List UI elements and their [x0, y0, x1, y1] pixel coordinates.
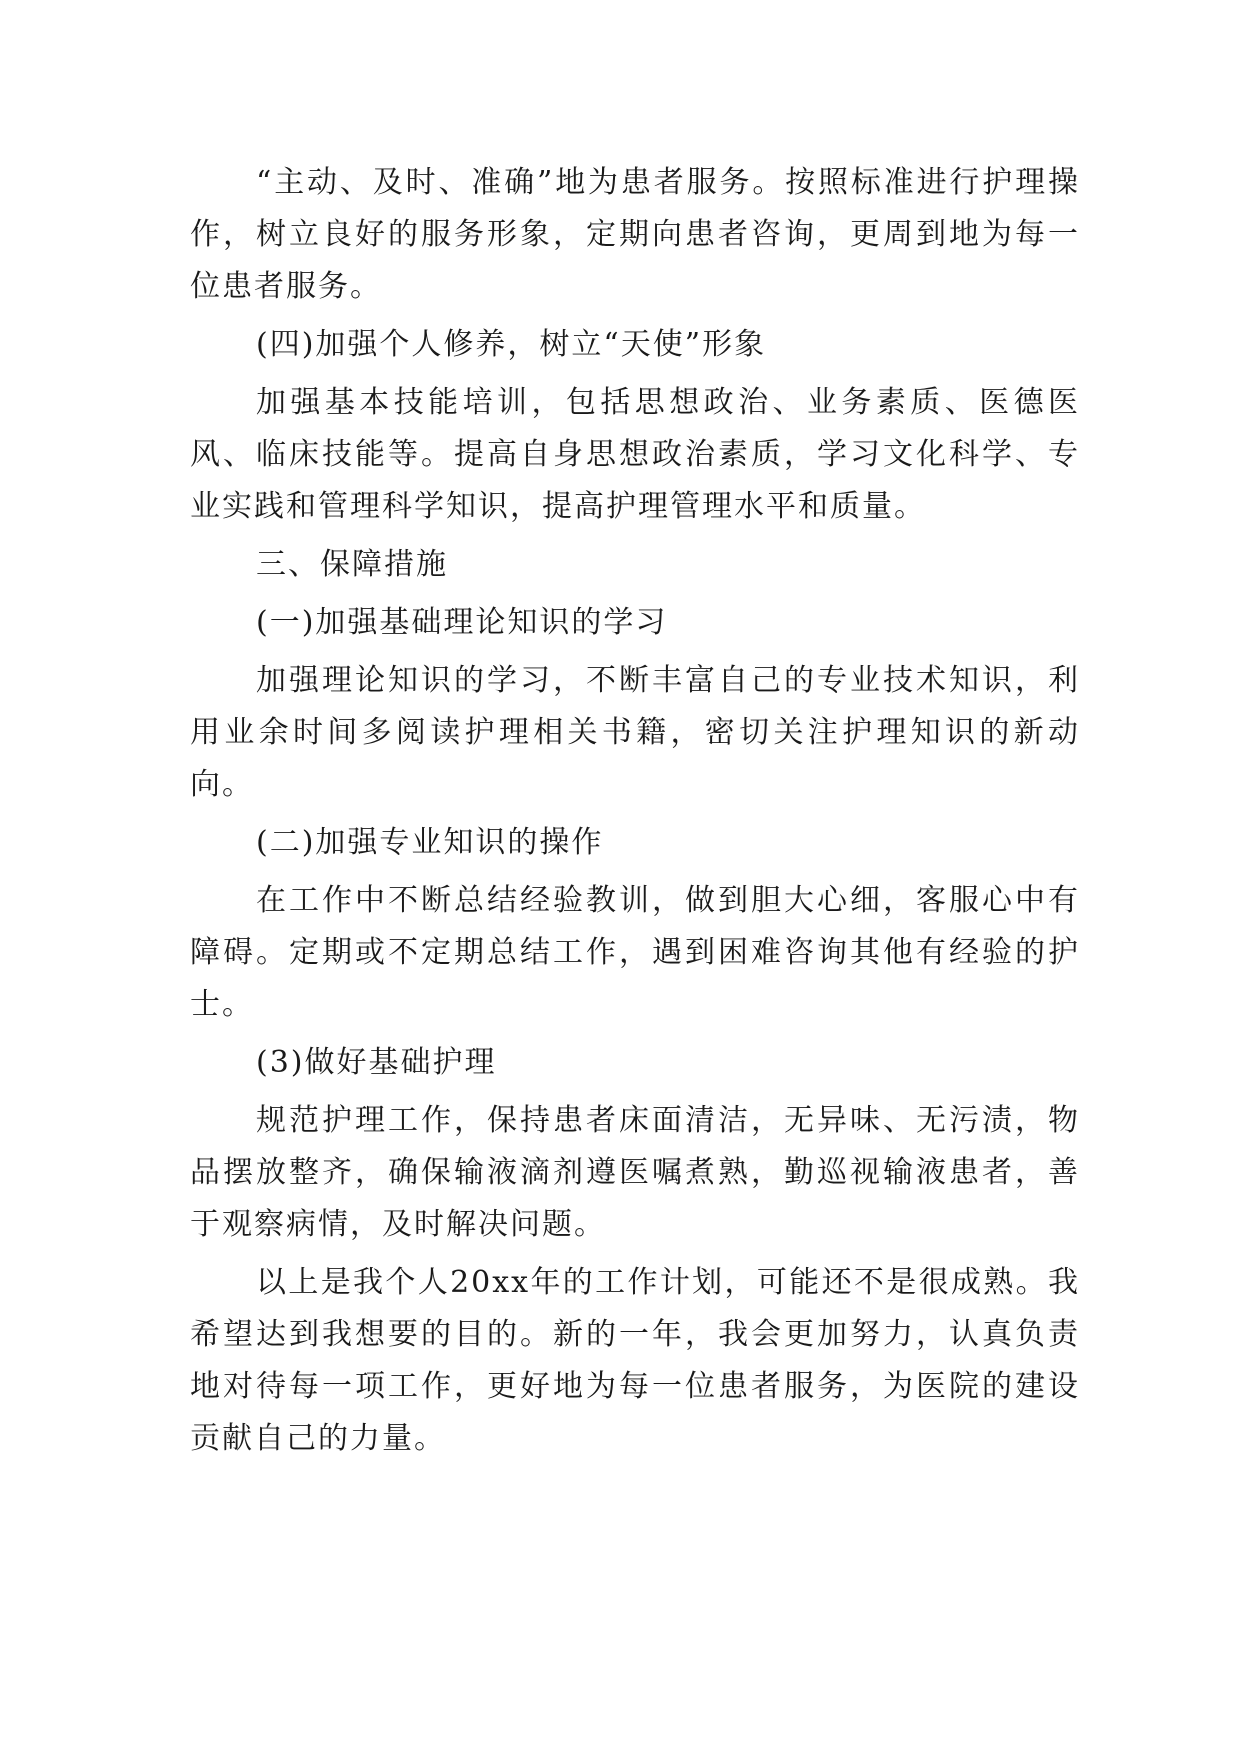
heading-basic-nursing: (3)做好基础护理 — [256, 1045, 497, 1080]
paragraph-experience-summary: 在工作中不断总结经验教训，做到胆大心细，客服心中有障碍。定期或不定期总结工作，遇到困难咨询其他有经验的护士。 — [190, 883, 1080, 1022]
paragraph-service-continuation: “主动、及时、准确”地为患者服务。按照标准进行护理操作，树立良好的服务形象，定期向患者咨询，更周到地为每一位患者服务。 — [190, 165, 1080, 304]
heading-basic-theory: (一)加强基础理论知识的学习 — [256, 605, 668, 640]
paragraph-theory-study: 加强理论知识的学习，不断丰富自己的专业技术知识，利用业余时间多阅读护理相关书籍，密切关注护理知识的新动向。 — [190, 663, 1080, 802]
paragraph-nursing-standards: 规范护理工作，保持患者床面清洁，无异味、无污渍，物品摆放整齐，确保输液滴剂遵医嘱煮熟，勤巡视输液患者，善于观察病情，及时解决问题。 — [190, 1103, 1080, 1242]
document-body — [190, 157, 1080, 1471]
heading-safeguard-measures: 三、保障措施 — [256, 547, 448, 582]
paragraph-skills-training: 加强基本技能培训，包括思想政治、业务素质、医德医风、临床技能等。提高自身思想政治素质，学习文化科学、专业实践和管理科学知识，提高护理管理水平和质量。 — [190, 385, 1080, 524]
heading-professional-operation: (二)加强专业知识的操作 — [256, 825, 604, 860]
paragraph-conclusion: 以上是我个人20xx年的工作计划，可能还不是很成熟。我希望达到我想要的目的。新的一年，我会更加努力，认真负责地对待每一项工作，更好地为每一位患者服务，为医院的建设贡献自己的力量。 — [190, 1265, 1080, 1456]
heading-personal-cultivation: (四)加强个人修养，树立“天使”形象 — [256, 327, 767, 362]
